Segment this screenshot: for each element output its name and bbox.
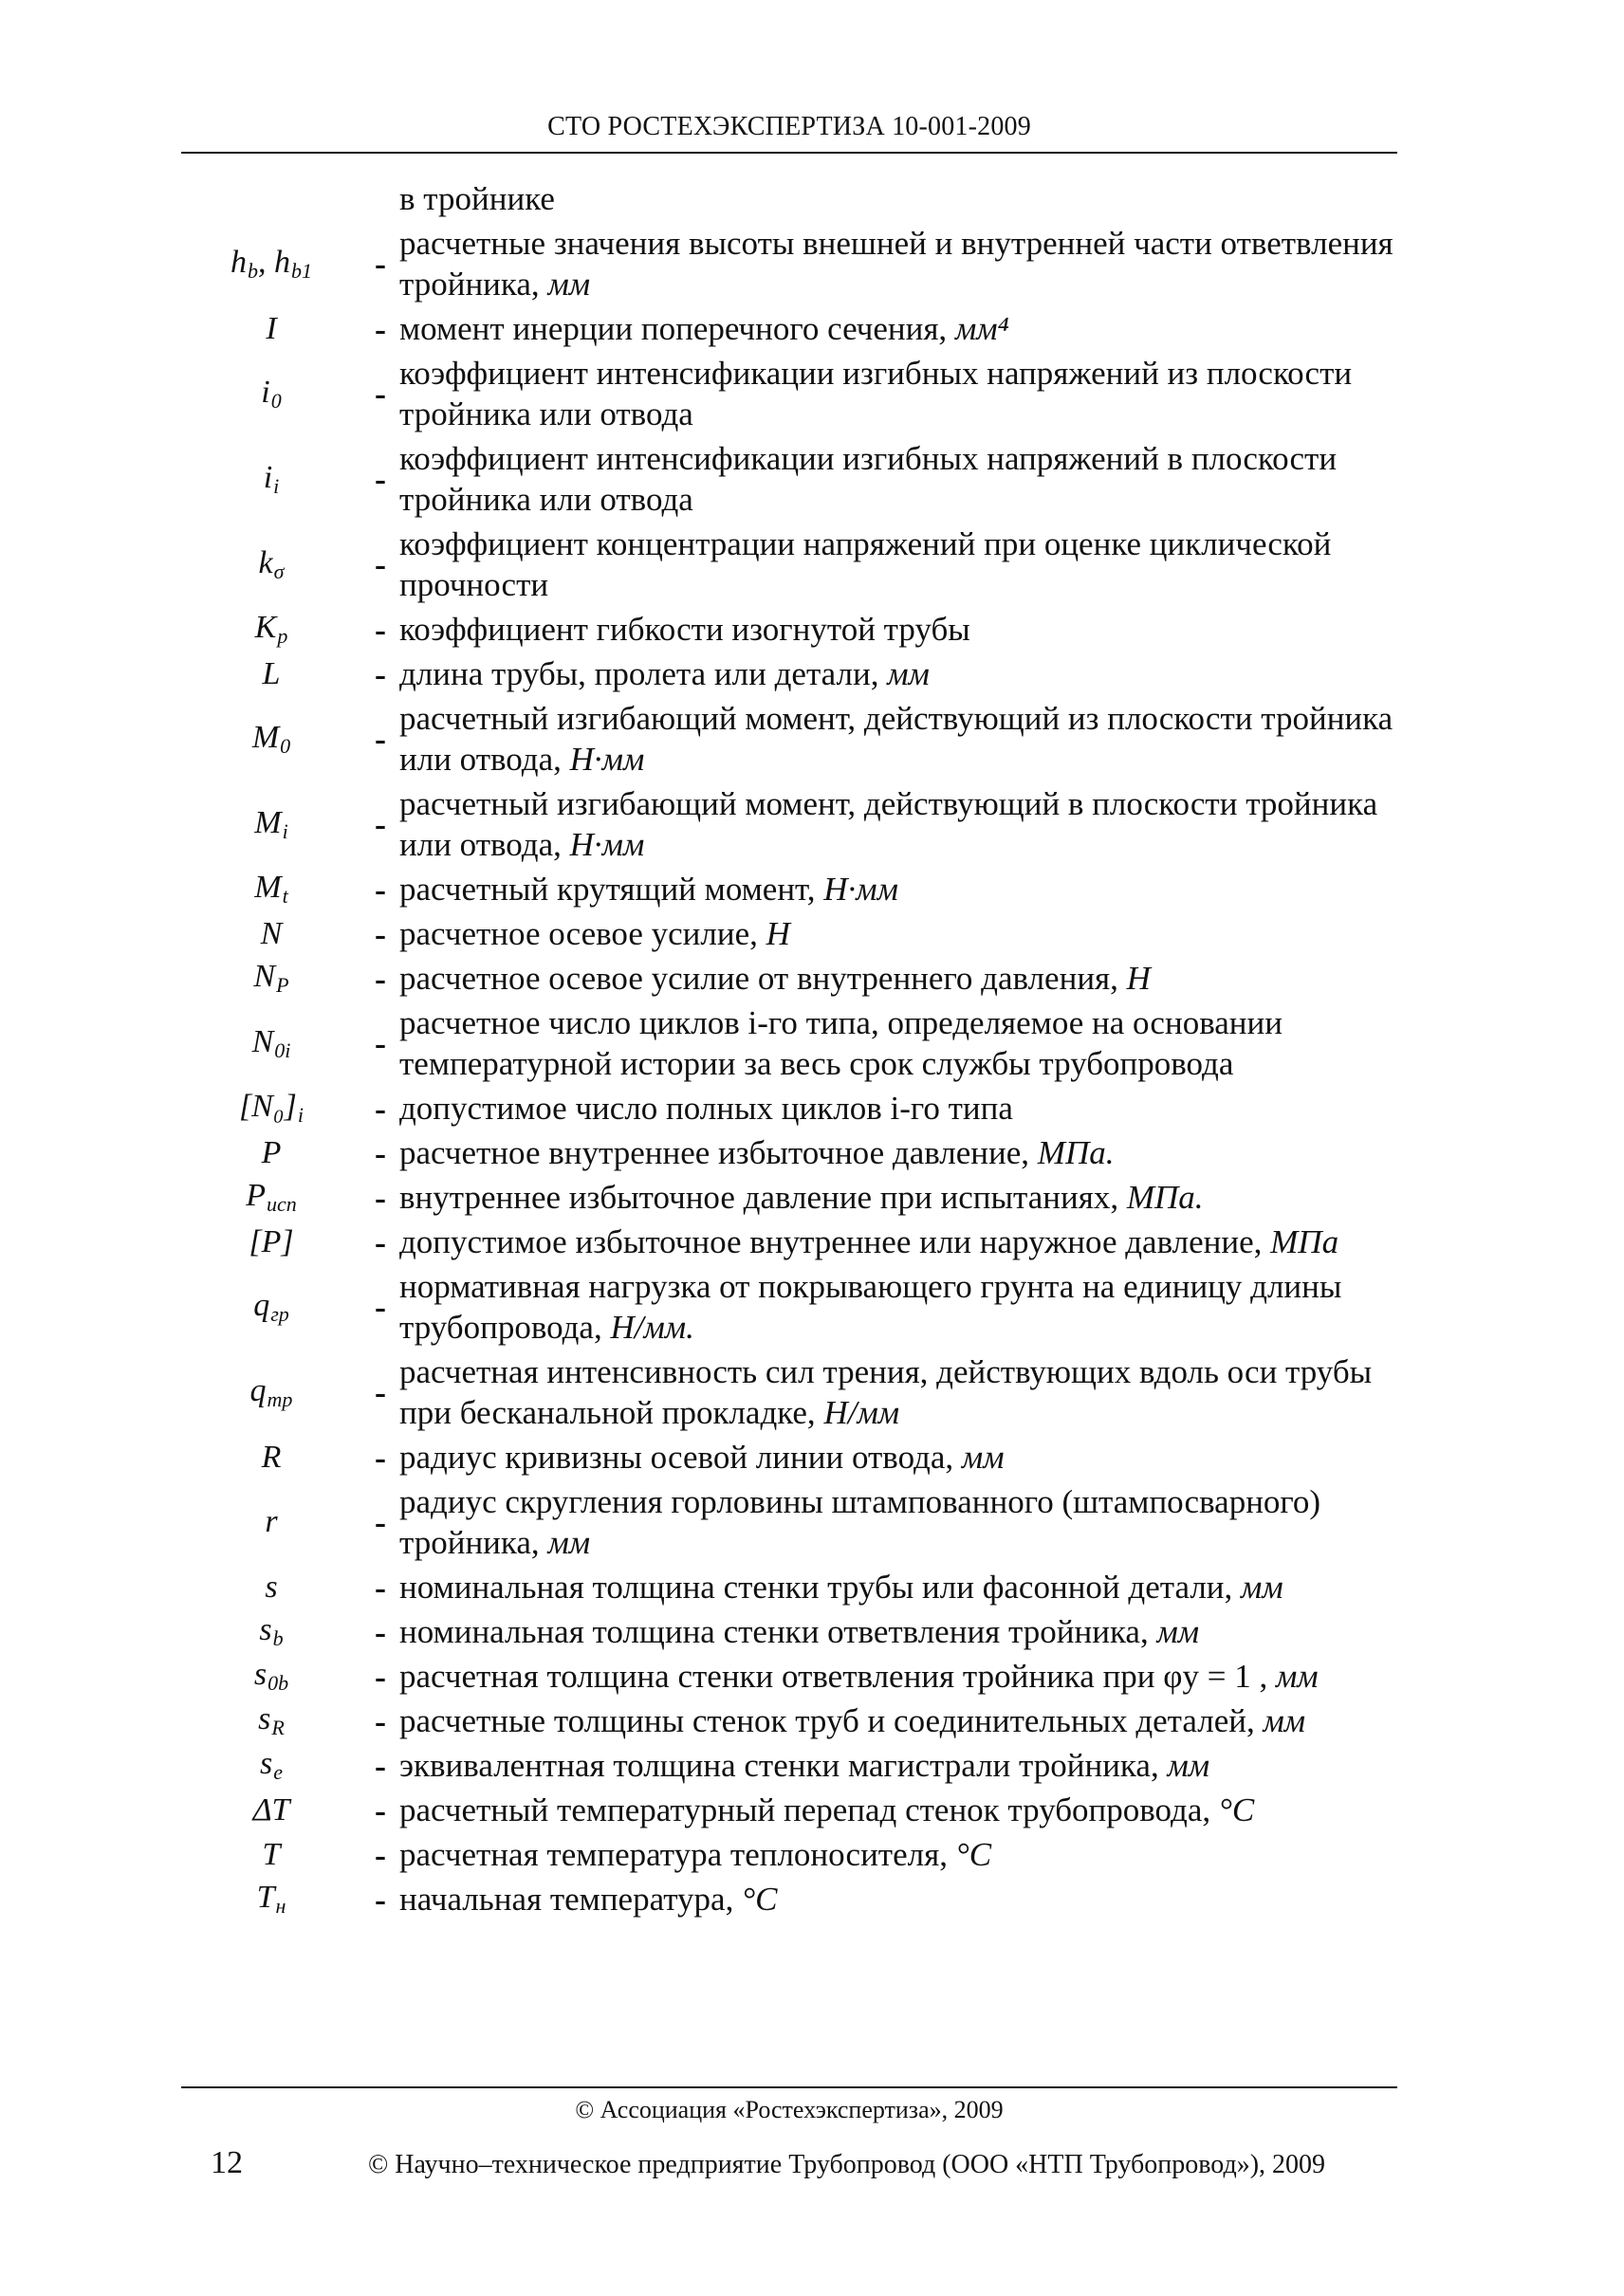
glossary-entry [181, 958, 1433, 999]
symbol-subscript: 0 [280, 733, 291, 758]
entry-description [399, 1567, 1433, 1607]
description-text: номинальная толщина стенки трубы или фасонной детали, [399, 1569, 1242, 1606]
entry-description [399, 1088, 1433, 1129]
symbol-base: s [258, 1701, 271, 1736]
description-text: расчетные толщины стенок труб и соединительных деталей, [399, 1702, 1264, 1739]
symbol [181, 1440, 361, 1476]
entry-description [399, 1002, 1433, 1084]
entry-dash: - [375, 1746, 386, 1785]
symbol [181, 656, 361, 692]
entry-description [399, 869, 1433, 909]
entry-dash: - [375, 1288, 386, 1326]
entry-description [399, 1745, 1433, 1786]
symbol [181, 1570, 361, 1606]
description-text: расчетное осевое усилие от внутреннего давления, [399, 960, 1127, 997]
glossary-entry [181, 1567, 1433, 1607]
description-text: расчетный температурный перепад стенок трубопровода, [399, 1791, 1219, 1828]
footer-copyright-company: © Научно–техническое предприятие Трубопровод (ООО «НТП Трубопровод»), 2009 [368, 2150, 1326, 2179]
unit-label: Н/мм. [610, 1309, 694, 1346]
symbol-subscript: e [273, 1760, 283, 1784]
symbol-subscript: исп [267, 1192, 297, 1216]
glossary-entry [181, 308, 1433, 349]
symbol-subscript: b [272, 1626, 284, 1650]
entry-dash: - [375, 1701, 386, 1740]
unit-label: °C [742, 1881, 778, 1918]
entry-dash: - [375, 1791, 386, 1829]
description-text: эквивалентная толщина стенки магистрали тройника, [399, 1747, 1168, 1784]
entry-description [399, 308, 1433, 349]
unit-label: мм⁴ [954, 310, 1009, 347]
unit-label: °C [1218, 1791, 1255, 1828]
glossary-entry [181, 1132, 1433, 1173]
symbol-base: s [253, 1657, 268, 1692]
symbol-base: r [265, 1504, 278, 1539]
symbol-subscript: i [282, 818, 288, 843]
symbol-subscript: P [276, 973, 289, 997]
symbol [181, 870, 361, 909]
entry-description [399, 1221, 1433, 1262]
unit-label: мм [1167, 1747, 1210, 1784]
symbol-base: [N₀] [238, 1089, 297, 1124]
symbol-base: P [261, 1134, 282, 1170]
glossary-entry [181, 698, 1433, 780]
entry-description [399, 1879, 1433, 1919]
glossary-entries [181, 223, 1433, 1919]
symbol-base: N [253, 959, 276, 994]
symbol [181, 1880, 361, 1919]
entry-description [399, 523, 1433, 605]
glossary-entry [181, 1002, 1433, 1084]
description-text: радиус скругления горловины штампованного (штампосварного) тройника, [399, 1483, 1321, 1561]
symbol [181, 720, 361, 759]
glossary-entry [181, 1656, 1433, 1697]
description-text: расчетная толщина стенки ответвления тройника при φy = 1 , [399, 1658, 1276, 1695]
glossary-entry [181, 353, 1433, 434]
glossary-entry [181, 1879, 1433, 1919]
entry-dash: - [375, 959, 386, 998]
symbol [181, 610, 361, 649]
unit-label: Н·мм [569, 826, 645, 863]
symbol-subscript: 0i [274, 1038, 291, 1062]
entry-description [399, 609, 1433, 650]
entry-dash: - [375, 1880, 386, 1919]
description-text: расчетное внутреннее избыточное давление, [399, 1134, 1038, 1171]
entry-dash: - [375, 1222, 386, 1261]
header-rule [181, 152, 1397, 154]
symbol-base: M [251, 719, 280, 755]
unit-label: Н [1126, 960, 1151, 997]
description-text: коэффициент интенсификации изгибных напряжений в плоскости тройника или отвода [399, 440, 1338, 518]
description-text: расчетный изгибающий момент, действующий из плоскости тройника или отвода, [399, 700, 1393, 778]
description-text: длина трубы, пролета или детали, [399, 655, 888, 692]
unit-label: МПа [1270, 1223, 1339, 1260]
symbol-base: N [251, 1023, 274, 1059]
entry-dash: - [375, 1835, 386, 1874]
unit-label: мм [961, 1439, 1005, 1476]
description-text: расчетное число циклов i-го типа, определяемое на основании температурной истории за весь срок службы трубопровода [399, 1004, 1283, 1082]
entry-dash: - [375, 1178, 386, 1217]
symbol-base: T [256, 1880, 275, 1915]
symbol-base: i [263, 459, 273, 495]
glossary-entry [181, 1088, 1433, 1129]
symbol-base: s [260, 1746, 273, 1781]
glossary-entry [181, 1351, 1433, 1433]
unit-label: мм [1241, 1569, 1283, 1606]
entry-dash: - [375, 1089, 386, 1128]
symbol [181, 805, 361, 844]
unit-label: мм [887, 655, 930, 692]
description-text: расчетные значения высоты внешней и внутренней части ответвления тройника, [399, 225, 1393, 303]
description-text: расчетная интенсивность сил трения, действующих вдоль оси трубы при бесканальной прокладке, [399, 1353, 1373, 1431]
entry-description [399, 1132, 1433, 1173]
description-text: расчетный изгибающий момент, действующий в плоскости тройника или отвода, [399, 785, 1378, 863]
entry-dash: - [375, 1568, 386, 1607]
symbol-base: M [254, 870, 282, 905]
entry-description [399, 653, 1433, 694]
symbol-subscript: R [271, 1716, 285, 1739]
unit-label: °C [955, 1836, 992, 1873]
entry-dash: - [375, 1373, 386, 1411]
symbol-glossary [181, 178, 1433, 1919]
entry-dash: - [375, 1133, 386, 1172]
symbol-subscript: н [275, 1894, 286, 1918]
page-number: 12 [211, 2145, 243, 2180]
entry-description [399, 1437, 1433, 1478]
unit-label: Н/мм [823, 1394, 900, 1431]
symbol-subscript: i [297, 1103, 304, 1127]
description-text: расчетное осевое усилие, [399, 915, 766, 952]
glossary-entry [181, 523, 1433, 605]
symbol [181, 311, 361, 347]
symbol-base: I [266, 310, 277, 346]
symbol-base: M [254, 804, 282, 840]
symbol-base: R [261, 1439, 282, 1475]
symbol [181, 1089, 361, 1128]
unit-label: Н [766, 915, 790, 952]
entry-description [399, 1656, 1433, 1697]
glossary-entry [181, 1611, 1433, 1652]
glossary-entry [181, 1437, 1433, 1478]
symbol-base: K [254, 610, 277, 645]
entry-dash: - [375, 914, 386, 953]
glossary-entry [181, 913, 1433, 954]
entry-dash: - [375, 309, 386, 348]
symbol-base: T [262, 1836, 281, 1872]
symbol-subscript: b [248, 258, 258, 283]
glossary-entry [181, 1790, 1433, 1830]
glossary-entry [181, 869, 1433, 909]
symbol-base: s [259, 1612, 272, 1647]
description-text: допустимое избыточное внутреннее или наружное давление, [399, 1223, 1271, 1260]
entry-description [399, 1790, 1433, 1830]
glossary-entry [181, 223, 1433, 304]
description-text: расчетный крутящий момент, [399, 871, 824, 908]
entry-description [399, 353, 1433, 434]
symbol [181, 1701, 361, 1740]
glossary-entry [181, 1266, 1433, 1348]
symbol-base: q [249, 1372, 267, 1408]
symbol [181, 1224, 361, 1260]
entry-description [399, 223, 1433, 304]
symbol-base: N [260, 915, 283, 951]
symbol [181, 916, 361, 952]
entry-description [399, 1266, 1433, 1348]
symbol-base: h [231, 244, 247, 280]
symbol-base: [P] [249, 1223, 294, 1259]
symbol-base: s [265, 1569, 278, 1605]
entry-description [399, 783, 1433, 865]
entry-dash: - [375, 610, 386, 649]
symbol [181, 959, 361, 998]
symbol-subscript: 0 [270, 388, 282, 413]
glossary-entry [181, 653, 1433, 694]
symbol-separator: , [258, 244, 274, 280]
entry-dash: - [375, 1024, 386, 1062]
glossary-entry [181, 1834, 1433, 1875]
unit-label: МПа. [1126, 1179, 1204, 1216]
description-text: начальная температура, [399, 1881, 743, 1918]
unit-label: Н·мм [569, 741, 645, 778]
glossary-entry [181, 783, 1433, 865]
symbol-base: ΔT [252, 1791, 290, 1828]
description-text: расчетная температура теплоносителя, [399, 1836, 956, 1873]
unit-label: МПа. [1037, 1134, 1115, 1171]
symbol-subscript: гр [270, 1301, 289, 1326]
symbol [181, 1792, 361, 1828]
symbol [181, 1612, 361, 1651]
symbol [181, 1837, 361, 1873]
unit-label: Н·мм [823, 871, 898, 908]
description-text: номинальная толщина стенки ответвления тройника, [399, 1613, 1157, 1650]
entry-description [399, 1700, 1433, 1741]
symbol-subscript: p [277, 624, 288, 648]
continuation-text: в тройнике [399, 180, 555, 217]
symbol-base: P [246, 1178, 266, 1213]
entry-dash: - [375, 870, 386, 909]
entry-dash: - [375, 720, 386, 758]
entry-description [399, 438, 1433, 520]
glossary-entry [181, 609, 1433, 650]
entry-description [399, 698, 1433, 780]
unit-label: мм [1156, 1613, 1200, 1650]
entry-description [399, 1611, 1433, 1652]
glossary-entry [181, 1177, 1433, 1218]
symbol-subscript: 0b [268, 1671, 289, 1695]
entry-description [399, 958, 1433, 999]
symbol [181, 1135, 361, 1171]
entry-dash: - [375, 1657, 386, 1696]
symbol [181, 375, 361, 413]
symbol-base: h [274, 244, 290, 280]
description-text: радиус кривизны осевой линии отвода, [399, 1439, 962, 1476]
entry-description [399, 1351, 1433, 1433]
unit-label: мм [1275, 1658, 1319, 1695]
unit-label: мм [1263, 1702, 1306, 1739]
symbol-subscript: σ [273, 559, 285, 583]
symbol [181, 460, 361, 499]
entry-dash: - [375, 1438, 386, 1477]
symbol-subscript: i [273, 473, 280, 498]
description-text: коэффициент концентрации напряжений при оценке циклической прочности [399, 525, 1332, 603]
entry-dash: - [375, 460, 386, 498]
entry-description [399, 1177, 1433, 1218]
symbol [181, 1178, 361, 1217]
description-text: коэффициент интенсификации изгибных напряжений из плоскости тройника или отвода [399, 355, 1353, 432]
symbol-base: k [258, 544, 273, 580]
symbol-base: i [261, 374, 270, 410]
symbol-subscript: тр [267, 1387, 293, 1411]
document-header: СТО РОСТЕХЭКСПЕРТИЗА 10-001-2009 [547, 112, 1031, 141]
entry-dash: - [375, 654, 386, 693]
glossary-entry [181, 438, 1433, 520]
entry-description [399, 913, 1433, 954]
entry-dash: - [375, 245, 386, 283]
symbol [181, 1746, 361, 1785]
entry-dash: - [375, 375, 386, 413]
description-text: допустимое число полных циклов i-го типа [399, 1090, 1013, 1127]
entry-dash: - [375, 1612, 386, 1651]
unit-label: мм [547, 266, 591, 303]
symbol-subscript: b1 [291, 258, 312, 283]
symbol [181, 1373, 361, 1412]
symbol [181, 245, 361, 284]
glossary-entry [181, 1700, 1433, 1741]
unit-label: мм [547, 1524, 591, 1561]
glossary-entry [181, 1221, 1433, 1262]
symbol-base: q [253, 1287, 270, 1323]
symbol-subscript: t [282, 884, 288, 908]
glossary-entry [181, 1481, 1433, 1563]
entry-dash: - [375, 805, 386, 843]
description-text: момент инерции поперечного сечения, [399, 310, 955, 347]
symbol [181, 1024, 361, 1063]
footer-copyright-association: © Ассоциация «Ростехэкспертиза», 2009 [575, 2096, 1004, 2123]
description-text: внутреннее избыточное давление при испытаниях, [399, 1179, 1127, 1216]
symbol [181, 1657, 361, 1696]
glossary-entry [181, 1745, 1433, 1786]
footer-rule [181, 2086, 1397, 2088]
entry-dash: - [375, 545, 386, 583]
entry-dash: - [375, 1503, 386, 1541]
symbol [181, 1288, 361, 1327]
entry-description [399, 1481, 1433, 1563]
entry-description [399, 1834, 1433, 1875]
symbol [181, 545, 361, 584]
symbol-base: L [262, 655, 281, 691]
description-text: нормативная нагрузка от покрывающего грунта на единицу длины трубопровода, [399, 1268, 1342, 1346]
description-text: коэффициент гибкости изогнутой трубы [399, 611, 970, 648]
symbol [181, 1504, 361, 1540]
